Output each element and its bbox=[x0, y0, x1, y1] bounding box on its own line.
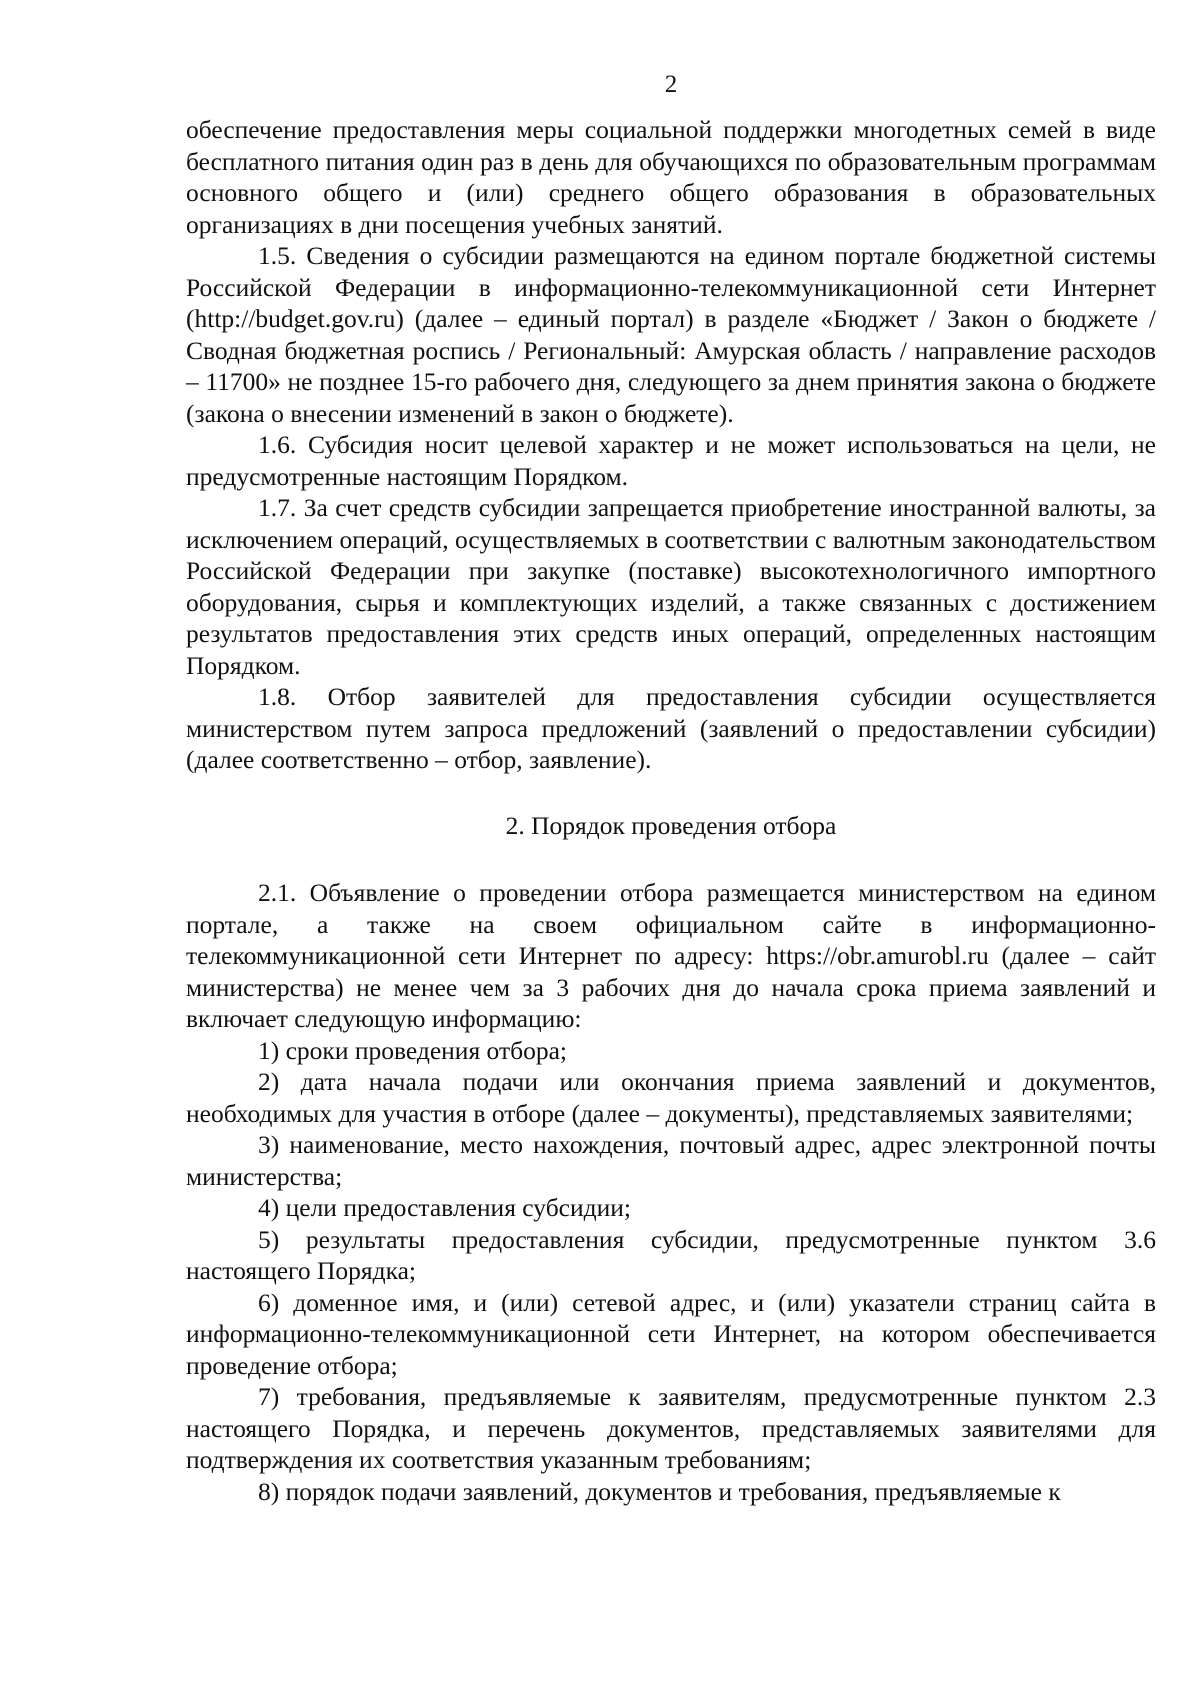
list-item-2: 2) дата начала подачи или окончания приема заявлений и документов, необходимых для участия в отборе (далее – документы), представляемых заявителями; bbox=[186, 1067, 1156, 1128]
paragraph-continuation: обеспечение предоставления меры социальной поддержки многодетных семей в виде бесплатного питания один раз в день для обучающихся по образовательным программам основного общего и (или) среднего общего образования в образовательных организациях в дни посещения учебных занятий. bbox=[186, 115, 1156, 239]
list-item-8: 8) порядок подачи заявлений, документов и требования, предъявляемые к bbox=[258, 1476, 1061, 1506]
list-item-4: 4) цели предоставления субсидии; bbox=[258, 1193, 631, 1222]
document-page bbox=[186, 70, 1156, 1507]
list-item-7: 7) требования, предъявляемые к заявителям, предусмотренные пунктом 2.3 настоящего Порядка, и перечень документов, представляемых заявителями для подтверждения их соответствия указанным требованиям; bbox=[186, 1382, 1156, 1474]
list-item-5: 5) результаты предоставления субсидии, предусмотренные пунктом 3.6 настоящего Порядка; bbox=[186, 1224, 1156, 1285]
paragraphs-after-heading bbox=[186, 877, 1156, 1507]
section-heading: 2. Порядок проведения отбора bbox=[505, 810, 837, 840]
list-item-6: 6) доменное имя, и (или) сетевой адрес, и (или) указатели страниц сайта в информационно-телекоммуникационной сети Интернет, на котором обеспечивается проведение отбора; bbox=[186, 1287, 1156, 1380]
list-item-3: 3) наименование, место нахождения, почтовый адрес, адрес электронной почты министерства; bbox=[186, 1130, 1156, 1191]
paragraph-1-7: 1.7. За счет средств субсидии запрещается приобретение иностранной валюты, за исключением операций, осуществляемых в соответствии с валютным законодательством Российской Федерации при закупке (поставке) высокотехнологичного импортного оборудования, сырья и комплектующих изделий, а также связанных с достижением результатов предоставления этих средств иных операций, определенных настоящим Порядком. bbox=[186, 493, 1156, 680]
list-item-1: 1) сроки проведения отбора; bbox=[258, 1035, 567, 1065]
paragraph-1-5: 1.5. Сведения о субсидии размещаются на едином портале бюджетной системы Российской Федерации в информационно-телекоммуникационной сети Интернет (http://budget.gov.ru) (далее – единый портал) в разделе «Бюджет / Закон о бюджете / Сводная бюджетная роспись / Региональный: Амурская область / направление расходов – 11700» не позднее 15-го рабочего дня, следующего за днем принятия закона о бюджете (закона о внесении изменений в закон о бюджете). bbox=[186, 241, 1156, 428]
paragraph-1-8: 1.8. Отбор заявителей для предоставления субсидии осуществляется министерством путем запроса предложений (заявлений о предоставлении субсидии) (далее соответственно – отбор, заявление). bbox=[186, 682, 1156, 774]
paragraph-1-6: 1.6. Субсидия носит целевой характер и не может использоваться на цели, не предусмотренные настоящим Порядком. bbox=[186, 430, 1156, 491]
paragraphs-before-heading bbox=[186, 114, 1156, 776]
page-number: 2 bbox=[664, 71, 678, 98]
paragraph-2-1: 2.1. Объявление о проведении отбора размещается министерством на едином портале, а также на своем официальном сайте в информационно-телекоммуникационной сети Интернет по адресу: https://obr.amurobl.ru (далее – сайт министерства) не менее чем за 3 рабочих дня до начала срока приема заявлений и включает следующую информацию: bbox=[186, 878, 1156, 1033]
